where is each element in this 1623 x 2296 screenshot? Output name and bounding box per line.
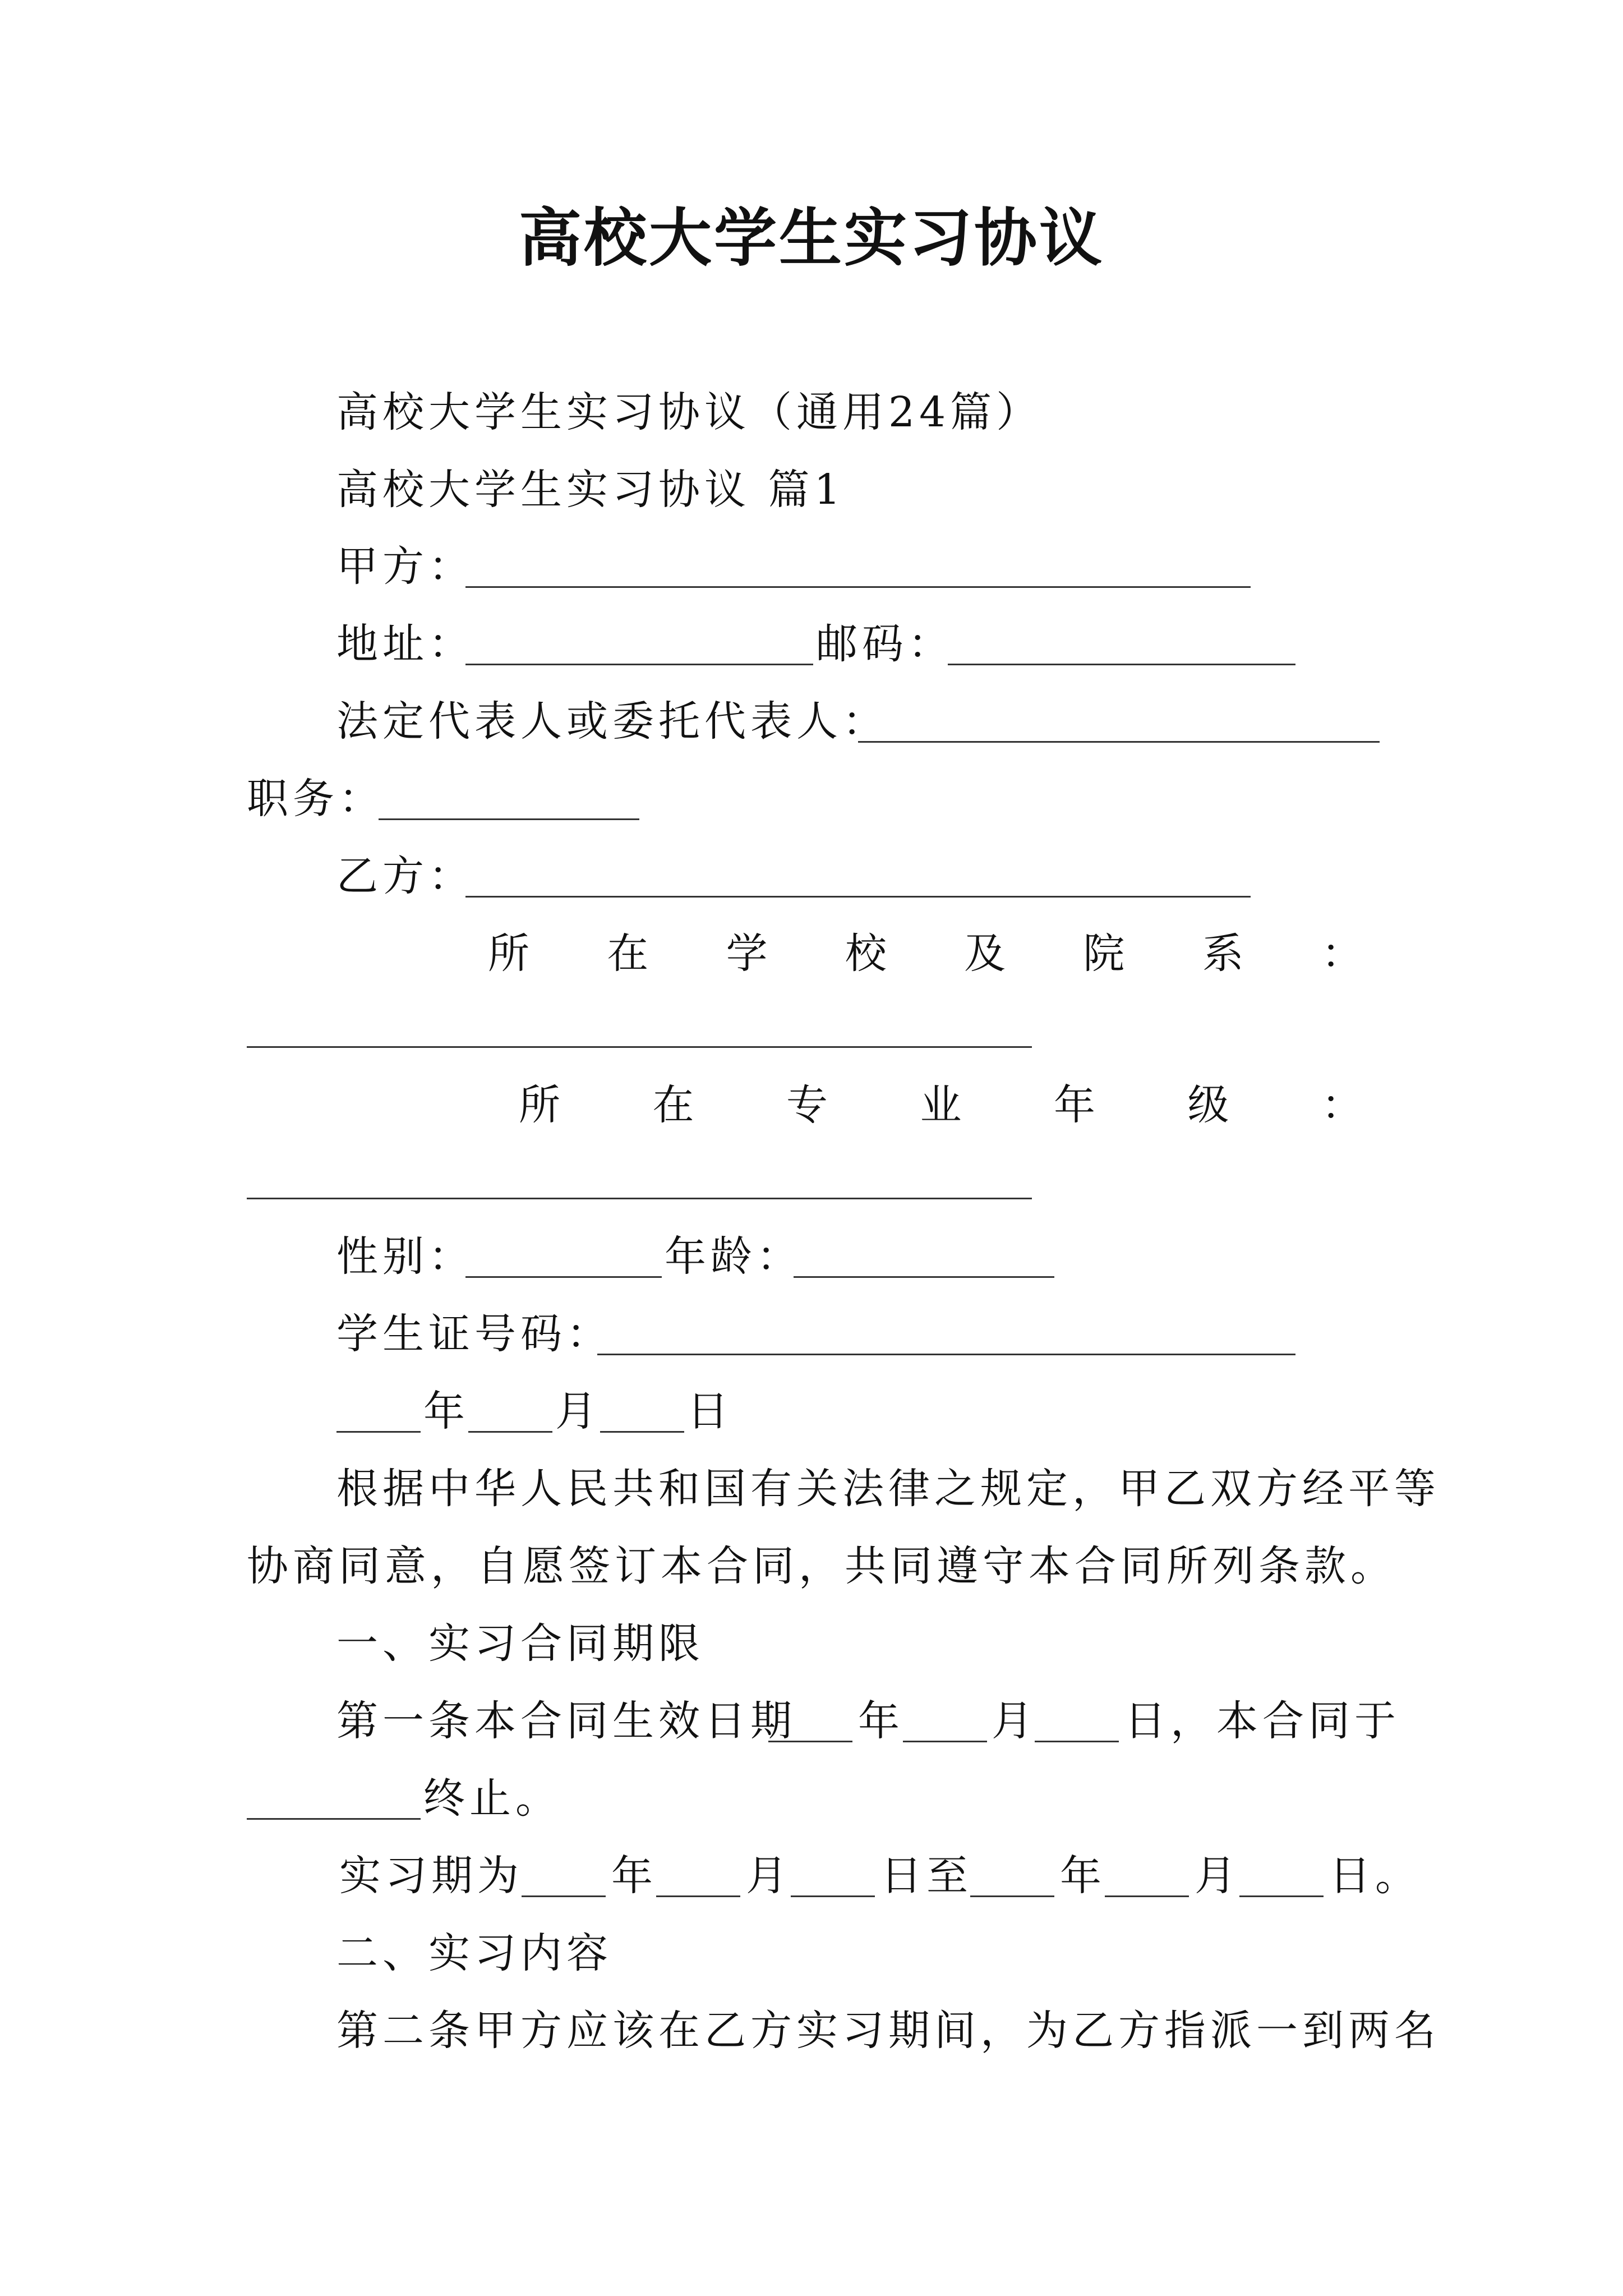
date-month-label: 月	[555, 1387, 601, 1435]
date-day-label: 日	[687, 1387, 733, 1435]
clause-1-month-blank[interactable]	[903, 1741, 987, 1742]
major-blank[interactable]	[247, 1198, 1032, 1199]
period-day-end: 日。	[1329, 1852, 1421, 1900]
date-month-blank[interactable]	[468, 1431, 552, 1433]
clause-2-text: 第二条甲方应该在乙方实习期间，为乙方指派一到两名	[336, 2007, 1440, 2055]
gender-label: 性别：	[336, 1232, 474, 1281]
clause-1-end-text: 终止。	[423, 1774, 561, 1823]
position-label: 职务：	[247, 775, 385, 823]
school-blank[interactable]	[247, 1046, 1032, 1048]
clause-1-month-label: 月	[992, 1697, 1038, 1745]
school-char: ：	[1321, 930, 1363, 978]
party-a-blank[interactable]	[465, 586, 1251, 588]
major-char: 在	[652, 1081, 694, 1129]
period-month2-label: 月	[1195, 1852, 1241, 1900]
address-label: 地址：	[336, 620, 474, 668]
clause-1-end-blank[interactable]	[247, 1818, 421, 1820]
clause-1-year-label: 年	[858, 1697, 904, 1745]
basis-paragraph-line-1: 根据中华人民共和国有关法律之规定，甲乙双方经平等	[336, 1465, 1440, 1513]
period-day2-blank[interactable]	[1239, 1895, 1324, 1897]
clause-1-year-blank[interactable]	[768, 1741, 852, 1742]
major-char: 年	[1054, 1081, 1095, 1129]
period-year2-blank[interactable]	[970, 1895, 1054, 1897]
student-id-blank[interactable]	[597, 1354, 1295, 1355]
school-label	[488, 926, 1363, 982]
party-b-label: 乙方：	[336, 852, 474, 900]
age-blank[interactable]	[794, 1276, 1054, 1278]
major-label	[519, 1077, 1363, 1133]
major-char: ：	[1321, 1081, 1363, 1129]
school-char: 所	[488, 930, 529, 978]
student-id-label: 学生证号码：	[336, 1310, 612, 1358]
gender-blank[interactable]	[465, 1276, 662, 1278]
period-year-blank[interactable]	[522, 1895, 606, 1897]
date-year-label: 年	[423, 1387, 469, 1435]
page-title: 高校大学生实习协议	[519, 201, 1104, 275]
postcode-blank[interactable]	[948, 664, 1295, 665]
party-b-blank[interactable]	[465, 896, 1251, 898]
period-month-blank[interactable]	[656, 1895, 740, 1897]
heading-contract-term: 一、实习合同期限	[336, 1619, 704, 1668]
major-char: 业	[920, 1081, 962, 1129]
period-month2-blank[interactable]	[1105, 1895, 1189, 1897]
date-day-blank[interactable]	[600, 1431, 684, 1433]
clause-1-text: 第一条本合同生效日期	[336, 1697, 796, 1745]
age-label: 年龄：	[665, 1232, 803, 1281]
heading-internship-content: 二、实习内容	[336, 1929, 612, 1977]
school-char: 及	[964, 930, 1006, 978]
basis-paragraph-line-2: 协商同意，自愿签订本合同，共同遵守本合同所列条款。	[247, 1542, 1396, 1590]
period-month-label: 月	[746, 1852, 792, 1900]
period-year2-label: 年	[1060, 1852, 1106, 1900]
period-day-to: 日至	[880, 1852, 972, 1900]
address-blank[interactable]	[465, 664, 813, 665]
major-char: 级	[1187, 1081, 1229, 1129]
period-prefix: 实习期为	[339, 1852, 523, 1900]
major-char: 所	[519, 1081, 560, 1129]
clause-1-day-text: 日，本合同于	[1124, 1697, 1400, 1745]
legal-rep-label: 法定代表人或委托代表人：	[336, 697, 888, 746]
major-char: 专	[786, 1081, 828, 1129]
subtitle: 高校大学生实习协议（通用24篇）	[336, 388, 1043, 436]
school-char: 校	[845, 930, 887, 978]
school-char: 学	[726, 930, 768, 978]
school-char: 系	[1202, 930, 1244, 978]
party-a-label: 甲方：	[336, 542, 474, 591]
school-char: 院	[1083, 930, 1125, 978]
legal-rep-blank[interactable]	[858, 741, 1380, 743]
date-year-blank[interactable]	[336, 1431, 421, 1433]
section-heading: 高校大学生实习协议 篇1	[336, 466, 845, 514]
school-char: 在	[607, 930, 649, 978]
clause-1-day-blank[interactable]	[1035, 1741, 1119, 1742]
period-year-label: 年	[611, 1852, 657, 1900]
period-day-blank[interactable]	[791, 1895, 875, 1897]
postcode-label: 邮码：	[816, 620, 954, 668]
position-blank[interactable]	[379, 818, 639, 820]
